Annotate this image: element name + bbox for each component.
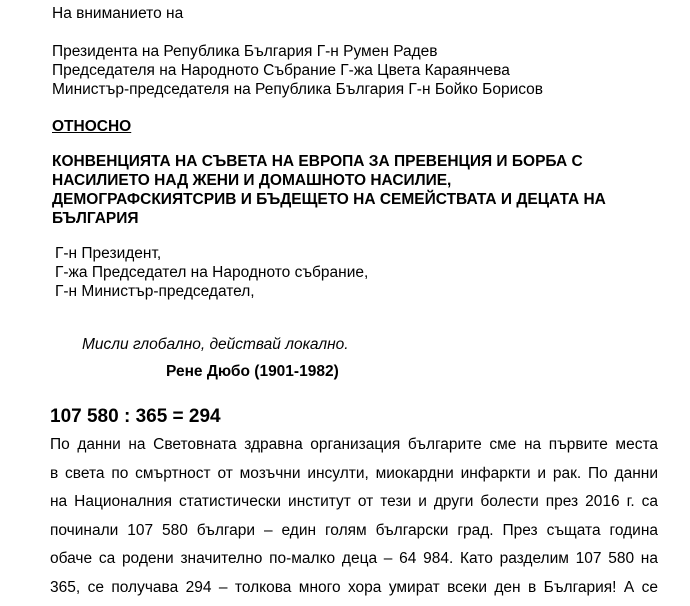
epigraph-quote: Мисли глобално, действай локално. xyxy=(82,336,349,353)
subject-line: БЪЛГАРИЯ xyxy=(52,210,139,227)
formula-heading: 107 580 : 365 = 294 xyxy=(50,406,221,427)
body-line: обаче са родени значително по-малко деца – 64 984. Като разделим 107 580 на xyxy=(50,550,658,567)
subject-line: НАСИЛИЕТО НАД ЖЕНИ И ДОМАШНОТО НАСИЛИЕ, xyxy=(52,172,452,189)
body-line: По данни на Световната здравна организация българите сме на първите места xyxy=(50,436,658,453)
attention-line: На вниманието на xyxy=(52,5,184,22)
subject-heading xyxy=(52,152,606,228)
salutation xyxy=(55,244,368,301)
body-line: на Националния статистически институт от тези и други болести през 2016 г. са xyxy=(50,493,658,510)
regarding-heading: ОТНОСНО xyxy=(52,118,132,135)
subject-line: КОНВЕНЦИЯТА НА СЪВЕТА НА ЕВРОПА ЗА ПРЕВЕНЦИЯ И БОРБА С xyxy=(52,153,583,170)
salutation-line: Г-н Министър-председател, xyxy=(55,283,255,300)
recipient-prime-minister: Министър-председателя на Република България Г-н Бойко Борисов xyxy=(52,81,544,98)
subject-line: ДЕМОГРАФСКИЯТСРИВ И БЪДЕЩЕТО НА СЕМЕЙСТВАТА И ДЕЦАТА НА xyxy=(52,191,606,208)
recipient-president: Президента на Република България Г-н Румен Радев xyxy=(52,43,438,60)
salutation-line: Г-жа Председател на Народното събрание, xyxy=(55,264,369,281)
body-line: 365, се получава 294 – толкова много хора умират всеки ден в България! А се xyxy=(50,578,658,596)
body-paragraph xyxy=(50,431,658,602)
epigraph-author: Рене Дюбо (1901-1982) xyxy=(166,363,339,380)
body-line: в света по смъртност от мозъчни инсулти, миокардни инфаркти и рак. По данни xyxy=(50,464,658,482)
body-line: починали 107 580 българи – един голям български град. През същата година xyxy=(50,521,658,539)
salutation-line: Г-н Президент, xyxy=(55,245,162,262)
recipients-list xyxy=(52,42,543,99)
recipient-assembly-chair: Председателя на Народното Събрание Г-жа Цвета Караянчева xyxy=(52,62,510,79)
